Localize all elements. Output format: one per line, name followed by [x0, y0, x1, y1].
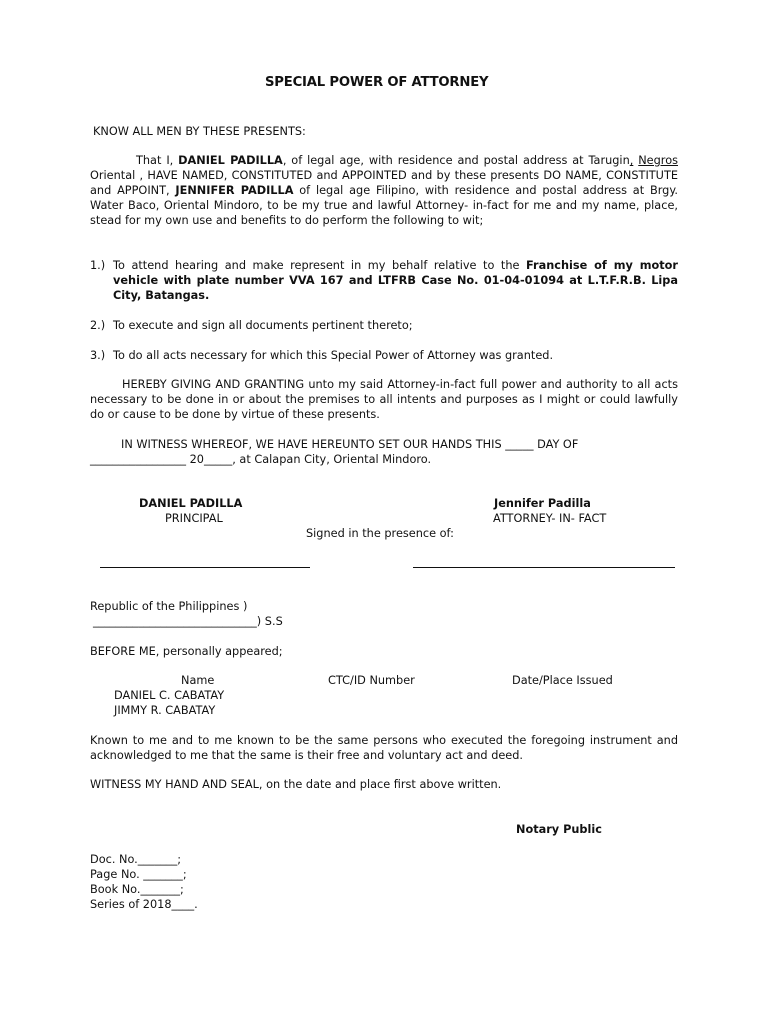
intro-principal-name: DANIEL PADILLA — [178, 154, 283, 167]
witness-line-1: IN WITNESS WHEREOF, WE HAVE HEREUNTO SET OUR HANDS THIS _____ DAY OF — [121, 438, 579, 451]
known-paragraph: Known to me and to me known to be the same persons who executed the foregoing instrument and acknowledged to me that the same is their free and voluntary act and deed. — [90, 734, 678, 762]
before-me-text: BEFORE ME, personally appeared; — [90, 645, 283, 658]
list-item-text: To execute and sign all documents pertinent thereto; — [113, 319, 413, 332]
intro-part3: of legal age Filipino, with residence and postal address at Brgy. Water Baco, Oriental Mindoro, to be my true and lawful Attorney- in-fact for me and my name, place, stead for my own use and benefits to do perform the following to wit; — [90, 184, 678, 227]
principal-signatory-name: DANIEL PADILLA — [139, 497, 243, 510]
list-item-text — [113, 258, 678, 303]
signed-presence-label: Signed in the presence of: — [306, 527, 454, 540]
series-line: Series of 2018____. — [90, 898, 198, 911]
list-item-plain: To attend hearing and make represent in my behalf relative to the — [113, 259, 527, 272]
list-item-bold: Franchise of my motor vehicle with plate number VVA 167 and LTFRB Case No. 01-04-01094 at L.T.F.R.B. Lipa City, Batangas. — [113, 259, 678, 302]
republic-label: Republic of the Philippines ) — [90, 600, 248, 613]
ss-line: _____________________________) S.S — [93, 615, 283, 628]
intro-comma: , — [629, 154, 634, 167]
table-row: JIMMY R. CABATAY — [114, 704, 216, 717]
notary-public-label: Notary Public — [516, 823, 602, 836]
table-row: DANIEL C. CABATAY — [114, 689, 225, 702]
witness-hand-text: WITNESS MY HAND AND SEAL, on the date and place first above written. — [90, 778, 502, 791]
table-header-ctc: CTC/ID Number — [328, 674, 415, 687]
book-no-line: Book No._______; — [90, 883, 184, 896]
attorney-role: ATTORNEY- IN- FACT — [493, 512, 607, 525]
witness-line-2: _________________ 20_____, at Calapan City, Oriental Mindoro. — [90, 453, 432, 466]
know-all-heading: KNOW ALL MEN BY THESE PRESENTS: — [93, 125, 306, 138]
intro-paragraph — [90, 153, 678, 228]
table-header-name: Name — [181, 674, 215, 687]
list-item-number: 1.) — [90, 259, 106, 272]
doc-no-line: Doc. No._______; — [90, 853, 182, 866]
list-item-number: 2.) — [90, 319, 106, 332]
attorney-signatory-name: Jennifer Padilla — [494, 497, 591, 510]
witness-signature-line-left — [100, 567, 310, 568]
table-header-date-place: Date/Place Issued — [512, 674, 613, 687]
list-item-text: To do all acts necessary for which this Special Power of Attorney was granted. — [113, 349, 554, 362]
page-no-line: Page No. _______; — [90, 868, 187, 881]
list-item-number: 3.) — [90, 349, 106, 362]
hereby-paragraph: HEREBY GIVING AND GRANTING unto my said Attorney-in-fact full power and authority to all acts necessary to be done in or about the premises to all intents and purposes as I might or could lawfully do or cause to be done by virtue of these presents. — [90, 378, 678, 421]
witness-signature-line-right — [413, 567, 675, 568]
intro-part2: Oriental , HAVE NAMED, CONSTITUTED and APPOINTED and by these presents DO NAME, CONSTITUTE and APPOINT, — [90, 169, 678, 197]
intro-that-i: That I, — [136, 154, 174, 167]
intro-attorney-name: JENNIFER PADILLA — [175, 184, 294, 197]
intro-part1: , of legal age, with residence and postal address at Tarugin — [282, 154, 630, 167]
document-title: SPECIAL POWER OF ATTORNEY — [265, 75, 489, 90]
principal-role: PRINCIPAL — [165, 512, 223, 525]
intro-place-underlined: Negros — [638, 154, 678, 167]
